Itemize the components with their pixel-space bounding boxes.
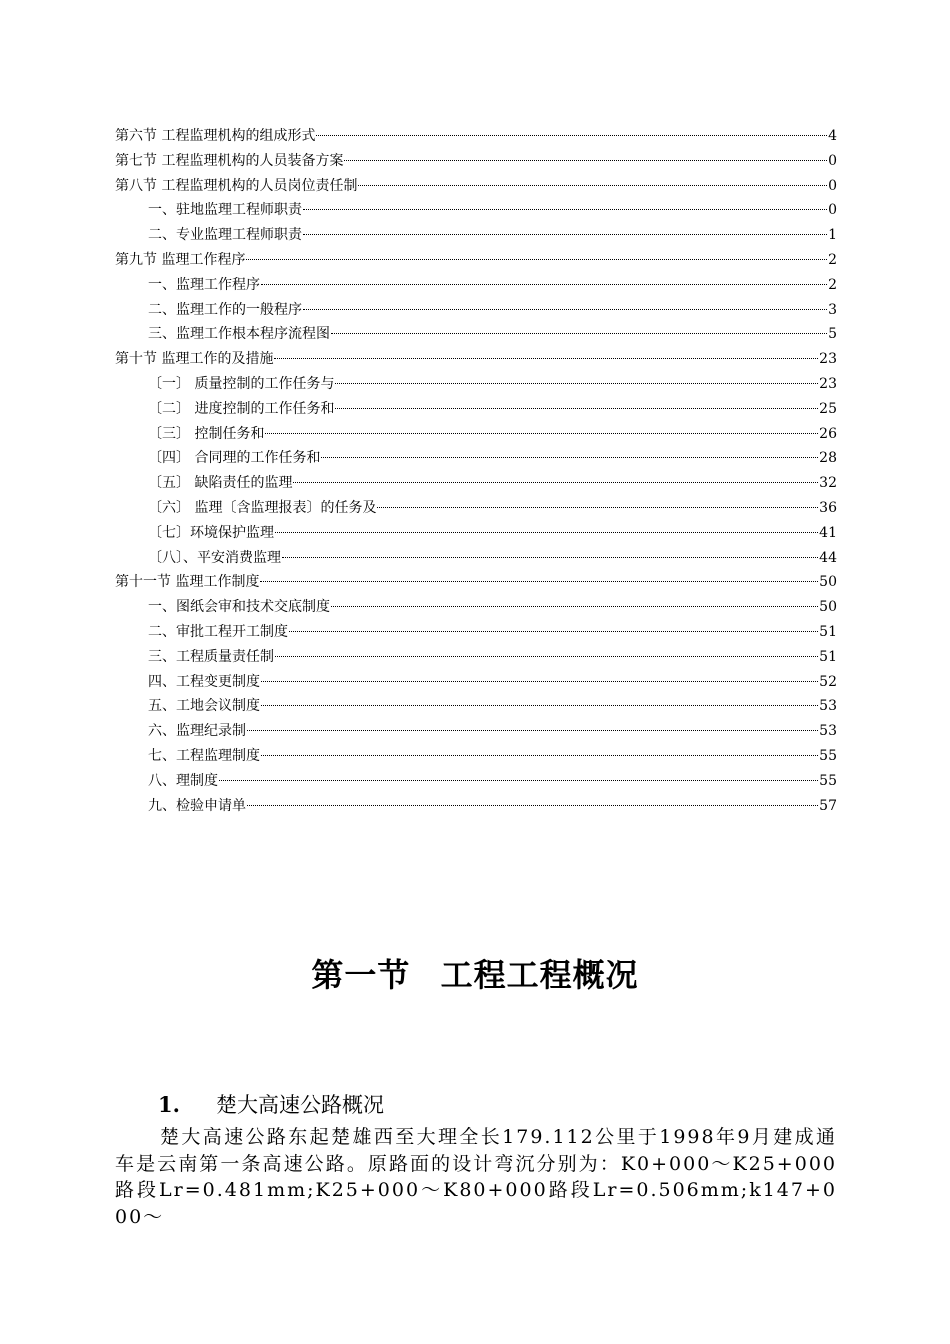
toc-dot-leader bbox=[247, 805, 818, 806]
toc-entry[interactable] bbox=[115, 670, 837, 695]
toc-entry[interactable] bbox=[115, 794, 837, 819]
toc-entry[interactable] bbox=[115, 273, 837, 298]
toc-entry[interactable] bbox=[115, 422, 837, 447]
toc-dot-leader bbox=[335, 408, 818, 409]
sub-heading-title: 楚大高速公路概况 bbox=[216, 1093, 384, 1117]
toc-entry-page: 53 bbox=[819, 723, 837, 740]
toc-entry-page: 25 bbox=[819, 400, 837, 417]
toc-entry-page: 55 bbox=[819, 747, 837, 764]
toc-entry[interactable] bbox=[115, 744, 837, 769]
toc-entry-label: 第九节 监理工作程序 bbox=[115, 251, 246, 268]
toc-dot-leader bbox=[265, 433, 818, 434]
toc-entry-label: 九、检验申请单 bbox=[148, 797, 246, 814]
toc-entry-page: 51 bbox=[819, 648, 837, 665]
toc-dot-leader bbox=[303, 209, 827, 210]
toc-entry-label: 第十节 监理工作的及措施 bbox=[115, 351, 274, 368]
toc-entry-label: 〔一〕 质量控制的工作任务与 bbox=[148, 375, 335, 392]
toc-entry-page: 44 bbox=[819, 549, 837, 566]
sub-heading bbox=[158, 1090, 384, 1120]
toc-entry-page: 0 bbox=[828, 177, 837, 194]
toc-entry-label: 〔五〕 缺陷责任的监理 bbox=[148, 475, 293, 492]
toc-entry-page: 26 bbox=[819, 425, 837, 442]
toc-entry[interactable] bbox=[115, 496, 837, 521]
toc-entry-page: 52 bbox=[819, 673, 837, 690]
section-title: 第一节 工程工程概况 bbox=[311, 956, 639, 994]
toc-dot-leader bbox=[335, 383, 818, 384]
toc-entry[interactable] bbox=[115, 620, 837, 645]
toc-entry-label: 五、工地会议制度 bbox=[148, 698, 260, 715]
toc-dot-leader bbox=[261, 705, 818, 706]
toc-entry-label: 〔七〕环境保护监理 bbox=[148, 524, 274, 541]
toc-dot-leader bbox=[275, 656, 818, 657]
toc-entry-label: 二、监理工作的一般程序 bbox=[148, 301, 302, 318]
toc-dot-leader bbox=[219, 780, 818, 781]
toc-dot-leader bbox=[274, 358, 818, 359]
toc-entry-page: 0 bbox=[828, 202, 837, 219]
toc-entry-label: 二、审批工程开工制度 bbox=[148, 623, 288, 640]
toc-entry-page: 23 bbox=[819, 351, 837, 368]
toc-entry-label: 一、驻地监理工程师职责 bbox=[148, 202, 302, 219]
toc-entry-label: 第八节 工程监理机构的人员岗位责任制 bbox=[115, 177, 358, 194]
toc-entry-page: 23 bbox=[819, 375, 837, 392]
toc-dot-leader bbox=[260, 581, 818, 582]
toc-entry-page: 5 bbox=[828, 326, 837, 343]
toc-entry-page: 0 bbox=[828, 152, 837, 169]
toc-entry-page: 1 bbox=[828, 227, 837, 244]
toc-entry[interactable] bbox=[115, 595, 837, 620]
toc-entry[interactable] bbox=[115, 471, 837, 496]
toc-entry-label: 一、图纸会审和技术交底制度 bbox=[148, 599, 330, 616]
toc-entry-label: 六、监理纪录制 bbox=[148, 723, 246, 740]
toc-entry[interactable] bbox=[115, 198, 837, 223]
toc-entry-page: 50 bbox=[819, 599, 837, 616]
toc-entry[interactable] bbox=[115, 248, 837, 273]
toc-entry[interactable] bbox=[115, 174, 837, 199]
toc-entry-page: 2 bbox=[828, 251, 837, 268]
toc-entry-label: 三、监理工作根本程序流程图 bbox=[148, 326, 330, 343]
toc-dot-leader bbox=[316, 135, 827, 136]
toc-entry[interactable] bbox=[115, 446, 837, 471]
toc-entry-label: 〔三〕 控制任务和 bbox=[148, 425, 265, 442]
toc-dot-leader bbox=[247, 730, 818, 731]
body-paragraph: 楚大高速公路东起楚雄西至大理全长179.112公里于1998年9月建成通车是云南第一条高速公路。原路面的设计弯沉分别为：K0+000～K25+000路段Lr=0.481mm;K25+000～K80+000路段Lr=0.506mm;k147+000～ bbox=[115, 1126, 837, 1228]
toc-entry-label: 八、理制度 bbox=[148, 772, 218, 789]
toc-entry-label: 二、专业监理工程师职责 bbox=[148, 227, 302, 244]
toc-entry[interactable] bbox=[115, 769, 837, 794]
toc-dot-leader bbox=[321, 457, 818, 458]
toc-entry[interactable] bbox=[115, 645, 837, 670]
toc-entry-page: 53 bbox=[819, 698, 837, 715]
toc-entry[interactable] bbox=[115, 372, 837, 397]
toc-entry-label: 〔六〕 监理〔含监理报表〕的任务及 bbox=[148, 499, 377, 516]
toc-entry-label: 一、监理工作程序 bbox=[148, 276, 260, 293]
toc-entry-label: 〔八〕、平安消费监理 bbox=[148, 549, 281, 566]
toc-dot-leader bbox=[331, 333, 827, 334]
toc-dot-leader bbox=[261, 681, 818, 682]
toc-entry-page: 32 bbox=[819, 475, 837, 492]
toc-dot-leader bbox=[344, 160, 827, 161]
toc-entry-label: 三、工程质量责任制 bbox=[148, 648, 274, 665]
toc-dot-leader bbox=[289, 631, 818, 632]
toc-entry-label: 七、工程监理制度 bbox=[148, 747, 260, 764]
toc-entry-page: 28 bbox=[819, 450, 837, 467]
toc-dot-leader bbox=[358, 185, 827, 186]
toc-entry[interactable] bbox=[115, 521, 837, 546]
toc-entry-page: 50 bbox=[819, 574, 837, 591]
toc-entry[interactable] bbox=[115, 149, 837, 174]
toc-entry[interactable] bbox=[115, 570, 837, 595]
toc-entry-label: 〔二〕 进度控制的工作任务和 bbox=[148, 400, 335, 417]
toc-entry-page: 4 bbox=[828, 128, 837, 144]
toc-entry[interactable] bbox=[115, 694, 837, 719]
toc-entry[interactable] bbox=[115, 719, 837, 744]
toc-entry-page: 41 bbox=[819, 524, 837, 541]
toc-entry[interactable] bbox=[115, 223, 837, 248]
toc-dot-leader bbox=[303, 309, 827, 310]
toc-entry[interactable] bbox=[115, 347, 837, 372]
toc-entry-label: 四、工程变更制度 bbox=[148, 673, 260, 690]
toc-entry-page: 55 bbox=[819, 772, 837, 789]
toc-entry[interactable] bbox=[115, 298, 837, 323]
toc-dot-leader bbox=[275, 532, 818, 533]
toc-dot-leader bbox=[377, 507, 818, 508]
toc-dot-leader bbox=[282, 557, 818, 558]
toc-entry[interactable] bbox=[115, 546, 837, 571]
toc-entry[interactable] bbox=[115, 397, 837, 422]
toc-dot-leader bbox=[331, 606, 818, 607]
toc-entry-label: 第七节 工程监理机构的人员装备方案 bbox=[115, 152, 344, 169]
toc-dot-leader bbox=[261, 755, 818, 756]
toc-dot-leader bbox=[246, 259, 827, 260]
toc-dot-leader bbox=[303, 234, 827, 235]
toc-entry-page: 57 bbox=[819, 797, 837, 814]
sub-heading-number: 1. bbox=[158, 1092, 180, 1117]
toc-entry-page: 51 bbox=[819, 623, 837, 640]
toc-entry-page: 3 bbox=[828, 301, 837, 318]
toc-entry[interactable] bbox=[115, 124, 837, 149]
toc-entry[interactable] bbox=[115, 322, 837, 347]
toc-entry-page: 36 bbox=[819, 499, 837, 516]
toc-dot-leader bbox=[261, 284, 827, 285]
toc-entry-label: 第六节 工程监理机构的组成形式 bbox=[115, 128, 316, 144]
toc-entry-label: 第十一节 监理工作制度 bbox=[115, 574, 260, 591]
toc-entry-label: 〔四〕 合同理的工作任务和 bbox=[148, 450, 321, 467]
toc-entry-page: 2 bbox=[828, 276, 837, 293]
table-of-contents bbox=[115, 124, 837, 818]
toc-dot-leader bbox=[293, 482, 818, 483]
